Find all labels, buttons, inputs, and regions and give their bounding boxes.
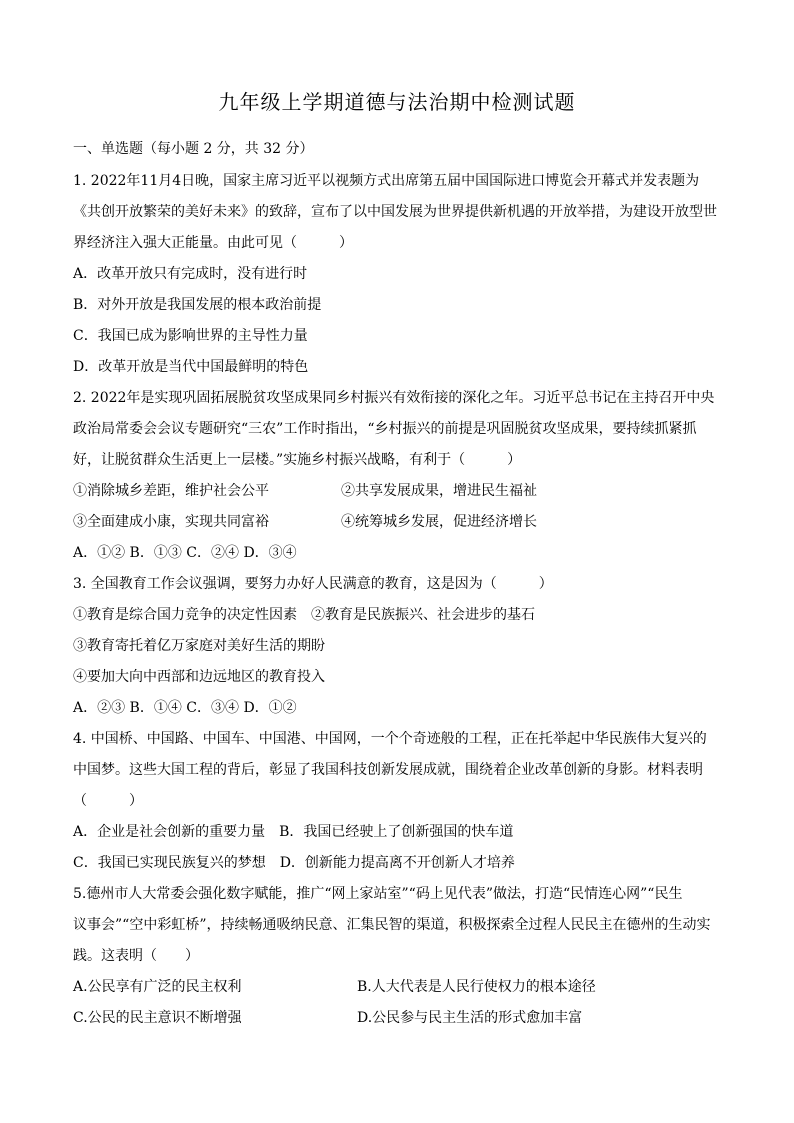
q2-item-3: ③全面建成小康，实现共同富裕 (73, 514, 269, 530)
q2-item-4: ④统筹城乡发展，促进经济增长 (341, 514, 537, 530)
q1-stem-line-2: 《共创开放繁荣的美好未来》的致辞，宣布了以中国发展为世界提供新机遇的开放举措，为建设开放型世 (73, 204, 717, 220)
q2-item-2: ②共享发展成果，增进民生福祉 (341, 483, 537, 499)
q5-option-d: D.公民参与民主生活的形式愈加丰富 (357, 1010, 583, 1026)
q1-option-c: C．我国已成为影响世界的主导性力量 (73, 328, 308, 344)
q4-stem-line-2: 中国梦。这些大国工程的背后，彰显了我国科技创新发展成就，围绕着企业改革创新的身影。材料表明 (73, 762, 703, 778)
section-heading: 一、单选题（每小题 2 分，共 32 分） (73, 141, 314, 157)
q1-stem-line-1: 1. 2022年11月4日晚，国家主席习近平以视频方式出席第五届中国国际进口博览会开幕式并发表题为 (73, 173, 700, 189)
q4-stem-line-3: （ ） (73, 793, 143, 809)
q2-answer-choices: A．①② B．①③ C．②④ D．③④ (73, 545, 297, 561)
q1-stem-line-3: 界经济注入强大正能量。由此可见（ ） (73, 235, 353, 251)
q1-option-b: B．对外开放是我国发展的根本政治前提 (73, 297, 322, 313)
q4-option-a-b: A．企业是社会创新的重要力量 B．我国已经驶上了创新强国的快车道 (73, 824, 514, 840)
q5-option-b: B.人大代表是人民行使权力的根本途径 (357, 979, 596, 995)
q5-stem-line-1: 5.德州市人大常委会强化数字赋能，推广“网上家站室”“码上见代表”做法，打造“民情连心网”“民生 (73, 886, 683, 902)
q2-item-1: ①消除城乡差距，维护社会公平 (73, 483, 269, 499)
q2-stem-line-2: 政治局常委会会议专题研究“三农”工作时指出，“乡村振兴的前提是巩固脱贫攻坚成果，要持续抓紧抓 (73, 421, 697, 437)
q3-answer-choices: A．②③ B．①④ C．③④ D．①② (73, 700, 297, 716)
q2-stem-line-3: 好，让脱贫群众生活更上一层楼。”实施乡村振兴战略，有利于（ ） (73, 452, 522, 468)
q1-option-d: D．改革开放是当代中国最鲜明的特色 (73, 359, 309, 375)
q5-stem-line-3: 践。这表明（ ） (73, 948, 199, 964)
q5-option-a: A.公民享有广泛的民主权利 (73, 979, 242, 995)
q4-stem-line-1: 4. 中国桥、中国路、中国车、中国港、中国网，一个个奇迹般的工程，正在托举起中华民族伟大复兴的 (73, 731, 707, 747)
q5-option-c: C.公民的民主意识不断增强 (73, 1010, 242, 1026)
q4-option-c-d: C．我国已实现民族复兴的梦想 D．创新能力提高离不开创新人才培养 (73, 855, 515, 871)
q3-item-4: ④要加大向中西部和边远地区的教育投入 (73, 669, 325, 685)
q2-stem-line-1: 2. 2022年是实现巩固拓展脱贫攻坚成果同乡村振兴有效衔接的深化之年。习近平总书记在主持召开中央 (73, 390, 715, 406)
page-title: 九年级上学期道德与法治期中检测试题 (218, 90, 576, 114)
q3-item-3: ③教育寄托着亿万家庭对美好生活的期盼 (73, 638, 325, 654)
q3-stem: 3. 全国教育工作会议强调，要努力办好人民满意的教育，这是因为（ ） (73, 576, 553, 592)
q3-item-1-2: ①教育是综合国力竞争的决定性因素 ②教育是民族振兴、社会进步的基石 (73, 607, 535, 623)
q1-option-a: A．改革开放只有完成时，没有进行时 (73, 266, 308, 282)
q5-stem-line-2: 议事会”“空中彩虹桥”，持续畅通吸纳民意、汇集民智的渠道，积极探索全过程人民民主在德州的生动实 (73, 917, 711, 933)
